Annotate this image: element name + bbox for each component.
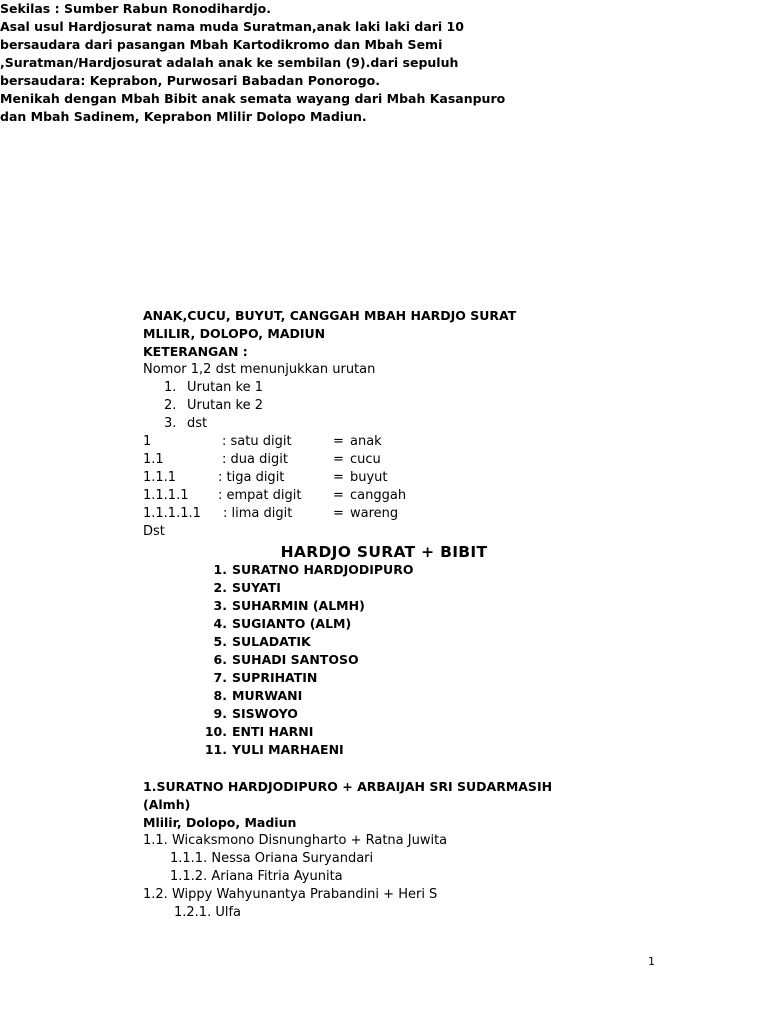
section-heading: ANAK,CUCU, BUYUT, CANGGAH MBAH HARDJO SURAT (143, 308, 517, 323)
child-number: 6. (213, 652, 227, 667)
digit-count: : empat digit (218, 488, 302, 503)
note-item-num: 2. (164, 398, 177, 413)
dst-label: Dst (143, 524, 165, 539)
child-name: ENTI HARNI (232, 724, 314, 739)
child-number: 4. (213, 616, 227, 631)
digit-equals: = (333, 488, 344, 503)
child-list-item (196, 616, 596, 631)
intro-paragraph (0, 0, 520, 126)
intro-line: Asal usul Hardjosurat nama muda Suratman,anak laki laki dari 10 (0, 19, 464, 34)
child-number: 5. (213, 634, 227, 649)
note-item-text: dst (187, 416, 208, 431)
child-list-item (196, 670, 596, 685)
note-intro: Nomor 1,2 dst menunjukkan urutan (143, 362, 376, 377)
child-list-item (196, 562, 596, 577)
child-name: SISWOYO (232, 706, 298, 721)
child-name: MURWANI (232, 688, 303, 703)
digit-meaning: buyut (350, 470, 388, 485)
note-item-text: Urutan ke 1 (187, 380, 264, 395)
digit-code: 1.1 (143, 452, 164, 467)
note-item-num: 1. (164, 380, 177, 395)
child-list-item (196, 580, 596, 595)
child-list-item (196, 724, 596, 739)
digit-meaning: cucu (350, 452, 381, 467)
child-number: 3. (213, 598, 227, 613)
descendant-entry: 1.1.2. Ariana Fitria Ayunita (170, 869, 343, 884)
child-name: SUHADI SANTOSO (232, 652, 359, 667)
section1-heading: 1.SURATNO HARDJODIPURO + ARBAIJAH SRI SUDARMASIH (143, 779, 553, 794)
digit-count: : dua digit (222, 452, 288, 467)
descendant-entry: 1.2.1. Ulfa (174, 905, 242, 920)
child-number: 9. (213, 706, 227, 721)
child-list-item (196, 688, 596, 703)
section1-location: Mlilir, Dolopo, Madiun (143, 815, 297, 830)
child-name: SUYATI (232, 580, 281, 595)
intro-line: bersaudara dari pasangan Mbah Kartodikromo dan Mbah Semi (0, 37, 443, 52)
descendant-entry: 1.2. Wippy Wahyunantya Prabandini + Heri S (143, 887, 438, 902)
digit-meaning: wareng (350, 506, 399, 521)
child-list-item (196, 652, 596, 667)
digit-meaning: anak (350, 434, 382, 449)
child-number: 7. (213, 670, 227, 685)
child-number: 10. (204, 724, 227, 739)
intro-line: ,Suratman/Hardjosurat adalah anak ke sembilan (9).dari sepuluh (0, 55, 459, 70)
digit-count: : lima digit (223, 506, 293, 521)
child-number: 8. (213, 688, 227, 703)
child-list-item (196, 634, 596, 649)
section-subheading: MLILIR, DOLOPO, MADIUN (143, 326, 326, 341)
descendant-entry: 1.1. Wicaksmono Disnungharto + Ratna Juwita (143, 833, 448, 848)
child-name: SULADATIK (232, 634, 311, 649)
intro-line: Menikah dengan Mbah Bibit anak semata wayang dari Mbah Kasanpuro (0, 91, 506, 106)
descendant-entry: 1.1.1. Nessa Oriana Suryandari (170, 851, 374, 866)
family-title: HARDJO SURAT + BIBIT (280, 543, 488, 561)
digit-equals: = (333, 452, 344, 467)
intro-line: bersaudara: Keprabon, Purwosari Babadan Ponorogo. (0, 73, 381, 88)
child-list-item (196, 706, 596, 721)
child-list-item (196, 742, 596, 757)
note-item-text: Urutan ke 2 (187, 398, 264, 413)
note-item-num: 3. (164, 416, 177, 431)
child-name: SUHARMIN (ALMH) (232, 598, 365, 613)
intro-line: dan Mbah Sadinem, Keprabon Mlilir Dolopo Madiun. (0, 109, 367, 124)
keterangan-label: KETERANGAN : (143, 344, 248, 359)
digit-count: : satu digit (222, 434, 292, 449)
digit-count: : tiga digit (218, 470, 285, 485)
digit-equals: = (333, 470, 344, 485)
digit-code: 1 (143, 434, 152, 449)
child-number: 1. (213, 562, 227, 577)
digit-equals: = (333, 434, 344, 449)
intro-line: Sekilas : Sumber Rabun Ronodihardjo. (0, 1, 271, 16)
child-name: SUPRIHATIN (232, 670, 318, 685)
digit-code: 1.1.1.1.1 (143, 506, 201, 521)
child-list-item (196, 598, 596, 613)
section1-heading-cont: (Almh) (143, 797, 191, 812)
child-number: 2. (213, 580, 227, 595)
child-name: YULI MARHAENI (232, 742, 344, 757)
digit-code: 1.1.1 (143, 470, 177, 485)
child-name: SUGIANTO (ALM) (232, 616, 352, 631)
child-number: 11. (204, 742, 227, 757)
page-number: 1 (648, 955, 655, 968)
child-name: SURATNO HARDJODIPURO (232, 562, 414, 577)
digit-equals: = (333, 506, 344, 521)
digit-meaning: canggah (350, 488, 407, 503)
digit-code: 1.1.1.1 (143, 488, 189, 503)
